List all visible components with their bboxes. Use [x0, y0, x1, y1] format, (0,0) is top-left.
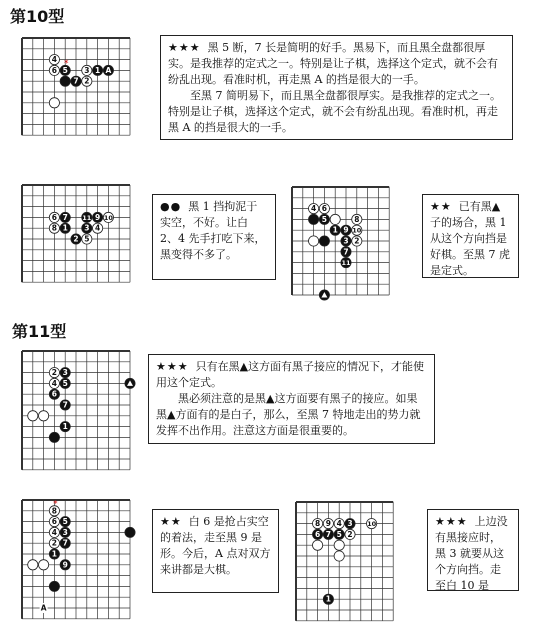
white-stone: [82, 234, 92, 244]
white-stone: [323, 519, 333, 529]
section-title-11: 第11型: [12, 322, 67, 341]
rating-stars: ★★: [160, 515, 182, 528]
board-svg: [18, 347, 142, 477]
commentary-box-11-main: [148, 354, 435, 444]
stone-number: A: [105, 65, 112, 75]
stone-number: 5: [84, 234, 90, 244]
white-stone: [49, 378, 59, 388]
stone-number: 8: [51, 223, 58, 233]
black-stone: [82, 212, 92, 222]
rating-stars: ★★★: [156, 360, 189, 373]
stone-number: 1: [62, 223, 68, 233]
commentary-box-10-failure: [152, 194, 276, 280]
black-stone: [60, 400, 70, 410]
rating-stars: ★★★: [168, 41, 201, 54]
white-stone: [49, 98, 59, 108]
black-stone: [49, 581, 59, 591]
stone-number: 5: [62, 378, 68, 388]
black-stone: [309, 214, 319, 224]
stone-number: 1: [62, 422, 68, 432]
stone-number: 7: [62, 212, 68, 222]
white-stone: [313, 540, 323, 550]
white-stone: [82, 76, 92, 86]
point-label: [40, 603, 48, 613]
stone-number: 1: [94, 65, 101, 75]
white-stone: [39, 560, 49, 570]
board-svg: [292, 498, 414, 628]
go-board-diagram-4: [18, 347, 142, 477]
go-board-diagram-5: [18, 496, 146, 628]
stone-number: 2: [347, 529, 353, 539]
black-stone: [323, 529, 333, 539]
stone-number: 5: [62, 517, 68, 527]
white-stone: [28, 411, 38, 421]
failure-marker: ●●: [160, 200, 182, 213]
white-stone: [334, 540, 344, 550]
stone-number: 2: [51, 538, 58, 548]
triangle-black-stone: [125, 378, 135, 388]
black-stone: [60, 527, 70, 537]
stone-number: 4: [310, 204, 317, 214]
stone-number: 7: [73, 76, 79, 86]
black-stone: [341, 236, 351, 246]
white-stone: [367, 519, 377, 529]
stone-number: 1: [325, 594, 332, 604]
rating-stars: ★★★: [435, 515, 468, 528]
board-svg: [288, 183, 403, 307]
black-stone: [60, 560, 70, 570]
stone-number: 2: [354, 236, 360, 246]
stone-number: 5: [321, 214, 328, 224]
black-stone: [319, 236, 329, 246]
black-stone: [60, 538, 70, 548]
white-stone: [352, 225, 362, 235]
commentary-paragraph: 上边没有黑接应时，黑 3 就要从这个方向挡。走至白 10 是: [435, 515, 508, 592]
stone-number: 8: [354, 214, 360, 224]
stone-number: 7: [62, 400, 68, 410]
commentary-paragraph: 只有在黑▲这方面有黑子接应的情况下，才能使用这个定式。: [156, 360, 425, 389]
white-stone: [82, 65, 92, 75]
black-stone: [82, 223, 92, 233]
commentary-paragraph: 白 6 是抢占实空的着法，走至黑 9 是形。今后，A 点对双方来讲都是大棋。: [160, 515, 271, 576]
stone-number: 6: [51, 389, 58, 399]
stone-number: 9: [62, 560, 68, 570]
white-stone: [28, 560, 38, 570]
stone-number: 4: [51, 378, 58, 388]
stone-number: 3: [343, 236, 349, 246]
white-stone: [49, 538, 59, 548]
commentary-paragraph: 黑必须注意的是黑▲这方面要有黑子的接应。如果黑▲方面有的是白子，那么，至黑 7 特地走出的势力就发挥不出作用。注意这方面是很重要的。: [156, 392, 421, 437]
black-stone: [60, 59, 70, 76]
white-stone: [49, 368, 59, 378]
go-board-diagram-6: [292, 498, 414, 628]
white-stone: [49, 499, 59, 516]
stone-number: 3: [62, 368, 68, 378]
white-stone: [309, 236, 319, 246]
commentary-box-10-alt: [422, 194, 519, 278]
black-stone: [334, 529, 344, 539]
white-stone: [49, 212, 59, 222]
commentary-box-11-variation: [152, 509, 279, 593]
stone-number: 11: [341, 259, 351, 268]
black-stone: [60, 76, 70, 86]
rating-stars: ★★: [430, 200, 452, 213]
stone-number: A: [40, 603, 47, 613]
commentary-paragraph: 至黑 7 简明易下，而且黑全盘都很厚实。是我推荐的定式之一。特别是让子棋，选择这个定式，就不会有纷乱出现。看准时机，再走黑 A 的挡是很大的一手。: [168, 89, 501, 134]
triangle-black-stone: [319, 290, 329, 300]
stone-number: 3: [347, 519, 353, 529]
white-stone: [103, 212, 113, 222]
black-stone: [341, 258, 351, 268]
commentary-paragraph: 已有黑▲子的场合，黑 1 从这个方向挡是好棋。至黑 7 虎是定式。: [430, 200, 510, 277]
white-stone: [319, 204, 329, 214]
go-board-diagram-2: [18, 181, 138, 295]
stone-number: 3: [84, 65, 90, 75]
stone-number: 1: [332, 225, 338, 235]
stone-number: 4: [51, 527, 58, 537]
black-stone: [49, 549, 59, 559]
black-stone: [345, 519, 355, 529]
white-stone: [345, 529, 355, 539]
white-stone: [334, 519, 344, 529]
board-svg: [18, 34, 150, 146]
red-star-mark: *: [53, 499, 58, 510]
commentary-paragraph: 黑 5 断，7 长是简明的好手。黑易下，而且黑全盘都很厚实。是我推荐的定式之一。特别是让子棋，选择这个定式，就不会有纷乱出现。看准时机，再走黑 A 的挡是很大的一手。: [168, 41, 498, 86]
stone-number: 4: [336, 519, 342, 529]
section-title-10: 第10型: [10, 7, 65, 26]
white-stone: [49, 223, 59, 233]
stone-number: 2: [73, 234, 79, 244]
white-stone: [39, 411, 49, 421]
stone-number: 6: [51, 212, 58, 222]
black-stone: [60, 422, 70, 432]
white-stone: [352, 236, 362, 246]
white-stone: [334, 551, 344, 561]
stone-number: 4: [94, 223, 101, 233]
stone-number: 11: [82, 213, 92, 222]
board-grid: [22, 500, 130, 619]
white-stone: [309, 204, 319, 214]
black-stone: [330, 225, 340, 235]
white-stone: [93, 223, 103, 233]
black-stone: [341, 225, 351, 235]
white-stone: [49, 65, 59, 75]
stone-number: 6: [51, 517, 58, 527]
white-stone: [49, 55, 59, 65]
commentary-paragraph: 黑 1 挡拘泥于实空，不好。让白 2、4 先手打吃下来，黑变得不多了。: [160, 200, 266, 261]
black-stone: [49, 432, 59, 442]
stone-number: 5: [336, 529, 342, 539]
stone-number: 9: [343, 225, 349, 235]
black-stone: [103, 65, 113, 75]
stone-number: 10: [103, 213, 113, 222]
board-grid: [296, 502, 393, 621]
stone-number: 8: [51, 506, 58, 516]
white-stone: [313, 519, 323, 529]
board-svg: [18, 496, 146, 628]
black-stone: [93, 212, 103, 222]
stone-number: 9: [94, 212, 101, 222]
white-stone: [49, 527, 59, 537]
white-stone: [49, 517, 59, 527]
black-stone: [60, 378, 70, 388]
black-stone: [60, 212, 70, 222]
black-stone: [93, 65, 103, 75]
stone-number: 3: [84, 223, 90, 233]
black-stone: [60, 223, 70, 233]
black-stone: [323, 594, 333, 604]
commentary-box-10-main: [160, 35, 513, 140]
white-stone: [330, 214, 340, 224]
go-board-diagram-3: [288, 183, 403, 307]
stone-number: 7: [325, 529, 332, 539]
red-star-mark: *: [63, 59, 69, 69]
black-stone: [71, 76, 81, 86]
black-stone: [49, 389, 59, 399]
stone-number: 2: [51, 368, 58, 378]
black-stone: [319, 214, 329, 224]
black-stone: [125, 527, 135, 537]
board-svg: [18, 181, 138, 295]
stone-number: 2: [84, 76, 90, 86]
stone-number: 10: [352, 226, 362, 235]
stone-number: 5: [62, 65, 68, 75]
stone-number: 6: [321, 204, 328, 214]
stone-number: 3: [62, 527, 68, 537]
black-stone: [313, 529, 323, 539]
white-stone: [352, 214, 362, 224]
black-stone: [341, 247, 351, 257]
stone-number: 7: [343, 247, 349, 257]
stone-number: 6: [51, 65, 58, 75]
black-stone: [60, 368, 70, 378]
stone-number: 10: [367, 520, 377, 529]
stone-number: 9: [325, 519, 332, 529]
stone-number: 4: [51, 55, 58, 65]
stone-number: 7: [62, 538, 68, 548]
stone-number: 1: [51, 549, 58, 559]
stone-number: 6: [314, 529, 321, 539]
board-grid: [22, 351, 130, 470]
go-board-diagram-1: [18, 34, 150, 146]
stone-number: 8: [314, 519, 321, 529]
black-stone: [60, 517, 70, 527]
black-stone: [71, 234, 81, 244]
commentary-box-11-alt: [427, 509, 519, 591]
